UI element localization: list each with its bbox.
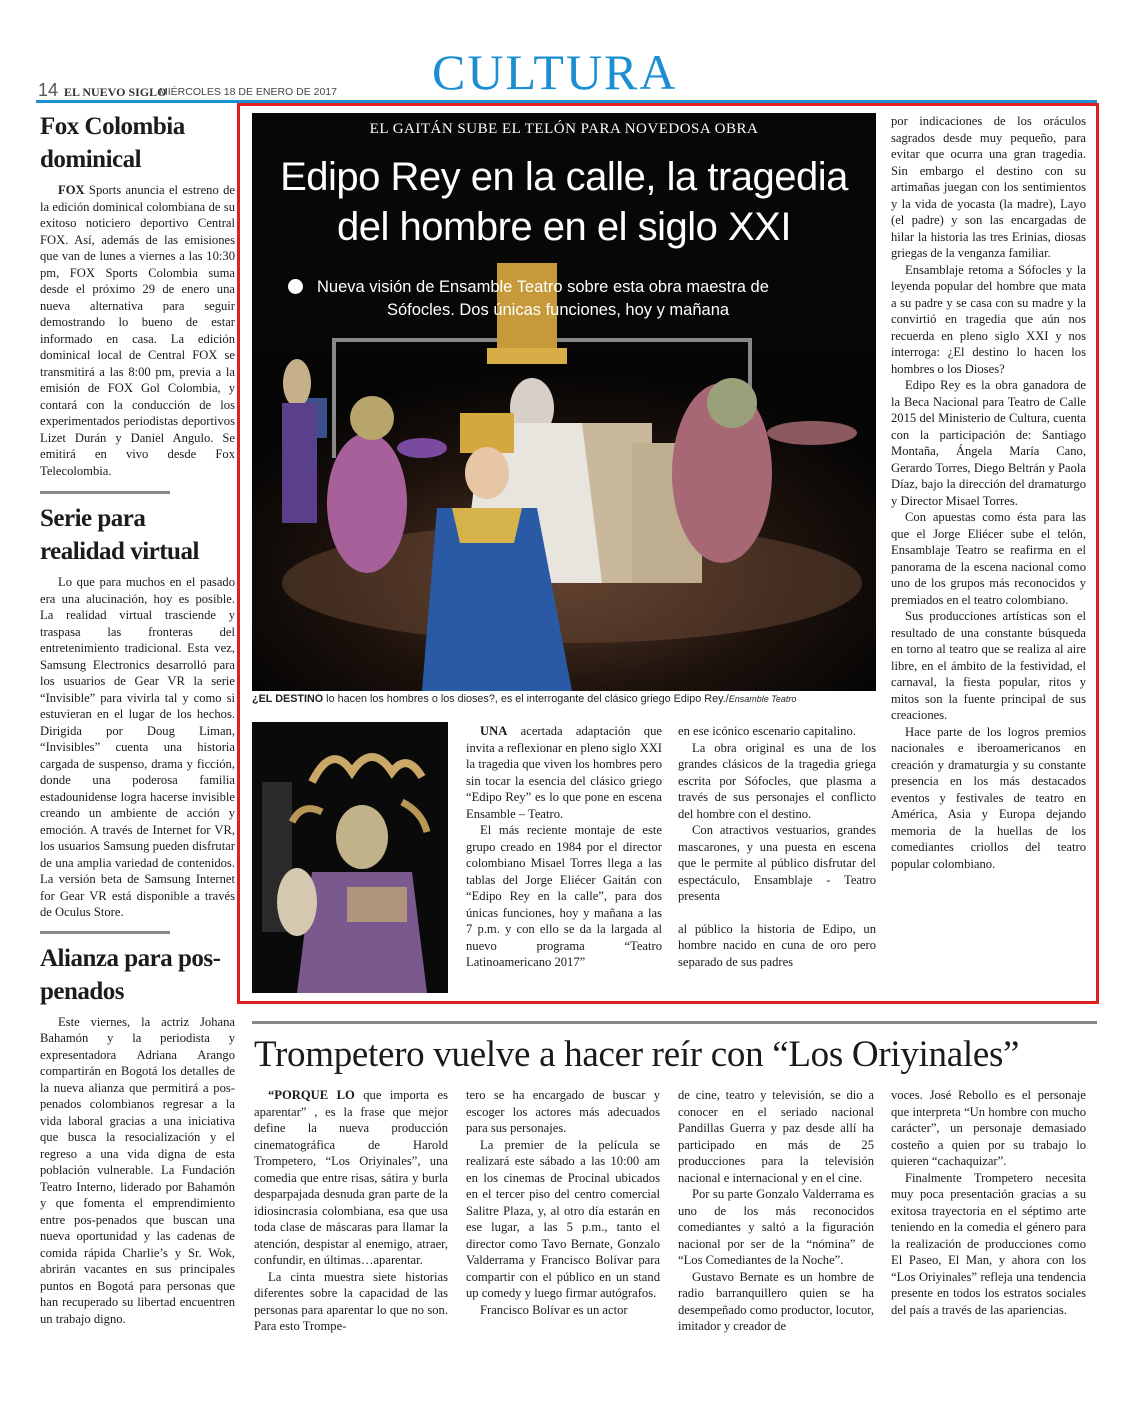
main-col3-p2: Ensamblaje retoma a Sófocles y la leyenda popular del hombre que mata a su padre y se casa con su madre y la convirtió en tragedia que aún nos recuerda en pleno siglo XXI y nos interroga: ¿El destino lo hacen los hombres o los Dioses? [891, 262, 1086, 376]
sidebar-story2-text: Lo que para muchos en el pasado era una alucinación, hoy es posible. La realidad virtual trasciende y traspasa las fronteras del entretenimiento tradicional. Esta vez, Samsung Electronics desarrolló para los usuarios de Gear VR la serie “Invisible” para vivirla tal y como si estuvieran en el lugar de los hechos. Dirigida por Doug Liman, “Invisibles” cuenta una historia cargada de suspenso, drama y ficción, donde una poderosa familia estadounidense logra hacerse invisible creando un ambiente de acción y emoción. A través de Internet for VR, los usuarios Samsung pueden disfrutar de una amplia variedad de contenidos. La versión beta de Samsung Internet for Gear VR está disponible a través de Oculus Store. [40, 575, 235, 919]
sidebar-story3-body [40, 1014, 235, 1328]
second-col1-p2: La cinta muestra siete historias diferentes sobre la capacidad de las personas para aparentar lo que no son. Para esto Trompe- [254, 1269, 448, 1333]
sidebar-divider-2 [40, 931, 170, 934]
main-col3-p4: Con apuestas como ésta para las que el Jorge Eliécer sube el telón, Ensamblaje Teatro se reafirma en el panorama de la escena nacional como uno de los grupos más reconocidos y premiados en el teatro colombiano. [891, 510, 1086, 607]
sidebar-story1-body [40, 182, 235, 479]
second-col3-p3: Gustavo Bernate es un hombre de radio barranquillero quien se ha desempeñado como productor, locutor, imitador y creador de [678, 1269, 874, 1333]
sidebar-story2-body [40, 574, 235, 921]
page-number: 14 [38, 80, 59, 100]
second-col2-p2: La premier de la película se realizará este sábado a las 10:00 am en los cinemas de Procinal ubicados en el tercer piso del centro comercial Salitre Plaza, y, al otro día estarán en ese lugar, a las 5 p.m., tanto el director como Tavo Bernate, Gonzalo Valderrama y Francisco Bolívar para compartir con el público en un stand up comedy y luego firmar autógrafos. [466, 1137, 660, 1300]
second-col2 [466, 1087, 660, 1318]
second-col2-p1: tero se ha encargado de buscar y escoger los actores más adecuados para sus personajes. [466, 1088, 660, 1135]
bullet-icon [288, 279, 303, 294]
second-col4-p1: voces. José Rebollo es el personaje que interpreta “Un hombre con mucho carácter”, un personaje demasiado costeño a quien por su trabajo lo quieren “cachaquizar”. [891, 1088, 1086, 1168]
main-col2-p3: Con atractivos vestuarios, grandes mascarones, y una puesta en escena que le permite al público disfrutar del espectáculo, Ensamblaje - Teatro presenta [678, 823, 876, 903]
main-deck [288, 276, 858, 322]
second-col3-p2: Por su parte Gonzalo Valderrama es uno de los más reconocidos comediantes y saltó a la figuración nacional por ser de la “nómina” de “Los Comediantes de la Noche”. [678, 1187, 874, 1267]
main-col3-p6: Hace parte de los logros premios nacionales e iberoamericanos en creación y dramaturgia y su constante presencia en los más destacados eventos y festivales de teatro en América, Asia y Europa dejando memoria de la huellas de los comediantes criollos del teatro popular colombiano. [891, 724, 1086, 871]
gorgon-figure-illustration [252, 722, 448, 993]
sidebar [40, 110, 235, 1327]
sidebar-story3-title: Alianza para pos-penados [40, 944, 221, 1005]
second-col4-p2: Finalmente Trompetero necesita muy poca presentación gracias a su exitosa trayectoria en el séptimo arte teniendo en la comedia el género para la realización de producciones como El Paseo, El Man, y ahora con los “Los Oriyinales” refleja una tendencia presente en todos los estratos sociales del país a través de las apariencias. [891, 1170, 1086, 1317]
main-col3-p5: Sus producciones artísticas son el resultado de una constante búsqueda en torno al teatro que se realiza al aire libre, en el ámbito de la festividad, el carnaval, la fiesta popular, ritos y mitos son la fuente principal de sus creaciones. [891, 609, 1086, 722]
main-headline [252, 152, 876, 252]
second-col1-p1: que importa es aparentar” , es la frase que mejor define la nueva producción cinematográfica de Harold Trompetero, “Los Oriyinales”, una comedia que entre risas, sátira y burla desparpajada desnuda gran parte de la idiosincrasia colombiana, esa que usa toda clase de máscaras para llamar la atención, despistar al enemigo, atraer, confundir, en últimas…aparentar. [254, 1088, 448, 1267]
secondary-photo [252, 722, 448, 993]
section-title: CULTURA [432, 44, 678, 100]
main-col1-p1: acertada adaptación que invita a reflexionar en pleno siglo XXI la tragedia que viven los hombres pero sin tocar la esencia del clásico griego “Edipo Rey” es lo que pone en escena Ensamble – Teatro. [466, 724, 662, 821]
second-col1-lead: “PORQUE LO [268, 1088, 355, 1102]
main-col2-p4: al público la historia de Edipo, un hombre nacido en cuna de oro pero separado de sus padres [678, 921, 876, 969]
second-story-headline: Trompetero vuelve a hacer reír con “Los Oriyinales” [254, 1034, 1020, 1075]
sidebar-story1-text: Sports anuncia el estreno de la edición dominical colombiana de su exitoso noticiero deportivo Central FOX. Así, además de las emisiones que van de lunes a viernes a las 10:30 pm, FOX Sports Colombia suma desde el próximo 29 de enero una nueva alternativa para seguir demostrando lo bueno de estar informado en casa. La edición dominical local de Central FOX se transmitirá a las 8:00 pm, previa a la emisión de FOX Gol Colombia, y contará con la conducción de los experimentados periodistas deportivos Lizet Durán y Daniel Angulo. Se emitirá en vivo desde Fox Telecolombia. [40, 183, 235, 478]
second-col1 [254, 1087, 448, 1335]
sidebar-story3-text: Este viernes, la actriz Johana Bahamón y la periodista y expresentadora Adriana Arango compartirán en Bogotá los detalles de la nueva alianza que permitirá a pos-penados colombianos regresar a la vida laboral gracias a una iniciativa que busca la resocialización y el regreso a una vida digna de esta población vulnerable. La Fundación Teatro Interno, liderado por Bahamón y que fomenta el emprendimiento entre pos-penados que buscan una nueva oportunidad y las cadenas de comida rápida Charlie’s y Sr. Wok, abrirán vacantes en sus principales puntos en Bogotá para personas que han recuperado su libertad encuentren un trabajo digno. [40, 1014, 235, 1326]
main-kicker: EL GAITÁN SUBE EL TELÓN PARA NOVEDOSA OBRA [369, 121, 759, 137]
main-col3-p3: Edipo Rey es la obra ganadora de la Beca Nacional para Teatro de Calle 2015 del Ministerio de Cultura, cuenta con la participación de: Santiago Montaña, Ángela María Cano, Gerardo Torres, Diego Beltrán y Paola Díaz, bajo la dirección del dramaturgo y Director Misael Torres. [891, 378, 1086, 508]
sidebar-divider-1 [40, 491, 170, 494]
second-col2-p3: Francisco Bolívar es un actor [480, 1302, 628, 1317]
main-col1-p2: El más reciente montaje de este grupo creado en 1984 por el director colombiano Misael Torres llega a las tablas del Jorge Eliécer Gaitán con “Edipo Rey en la calle”, para dos únicas funciones, hoy y mañana a las 7 p.m. y con ello se da la largada al nuevo programa “Teatro Latinoamericano 2017” [466, 823, 662, 969]
main-col3-p1: por indicaciones de los oráculos sagrados desde muy pequeño, para evitar que ocurra una gran tragedia. Sin embargo el destino con su artimañas juegan con los sentimientos y la vida de yocasta (la madre), Layo (el padre) y son las encargadas de hilar la historia las tres Erinias, diosas griegas de la venganza familiar. [891, 114, 1086, 260]
sidebar-story1-title: Fox Colombia dominical [40, 113, 185, 173]
paper-name: EL NUEVO SIGLO [64, 85, 167, 99]
second-story-rule [252, 1021, 1097, 1024]
photo-caption [252, 693, 876, 705]
main-deck-line1: Nueva visión de Ensamble Teatro sobre esta obra maestra de [288, 276, 858, 299]
main-col1-lead: UNA [480, 724, 508, 738]
caption-credit: Ensamble Teatro [728, 694, 797, 704]
main-headline-line1: Edipo Rey en la calle, la tragedia [280, 155, 848, 199]
sidebar-story2-title: Serie para realidad virtual [40, 505, 199, 565]
caption-lead: ¿EL DESTINO [252, 693, 324, 705]
main-col1 [466, 723, 662, 971]
caption-text: lo hacen los hombres o los dioses?, es el interrogante del clásico griego Edipo Rey./ [323, 693, 729, 705]
main-col2-p2: La obra original es una de los grandes clásicos de la tragedia griega escrita por Sófocles, que plasma a través de sus personajes el conflicto del hombre con el destino. [678, 740, 876, 821]
main-col2-p1: en ese icónico escenario capitalino. [678, 724, 856, 738]
page-date: MIÉRCOLES 18 DE ENERO DE 2017 [159, 86, 337, 98]
sidebar-story1-lead: FOX [58, 183, 85, 197]
main-headline-line2: del hombre en el siglo XXI [337, 205, 791, 249]
second-col3-p1: de cine, teatro y televisión, se dio a conocer en el seriado nacional Pandillas Guerra y paz desde allí ha participado en más de 25 producciones para la televisión nacional e internacional y en el cine. [678, 1088, 874, 1185]
main-col2 [678, 723, 876, 970]
second-col4 [891, 1087, 1086, 1318]
main-deck-line2: Sófocles. Dos únicas funciones, hoy y mañana [386, 301, 730, 319]
second-col3 [678, 1087, 874, 1335]
main-col3 [891, 113, 1086, 872]
